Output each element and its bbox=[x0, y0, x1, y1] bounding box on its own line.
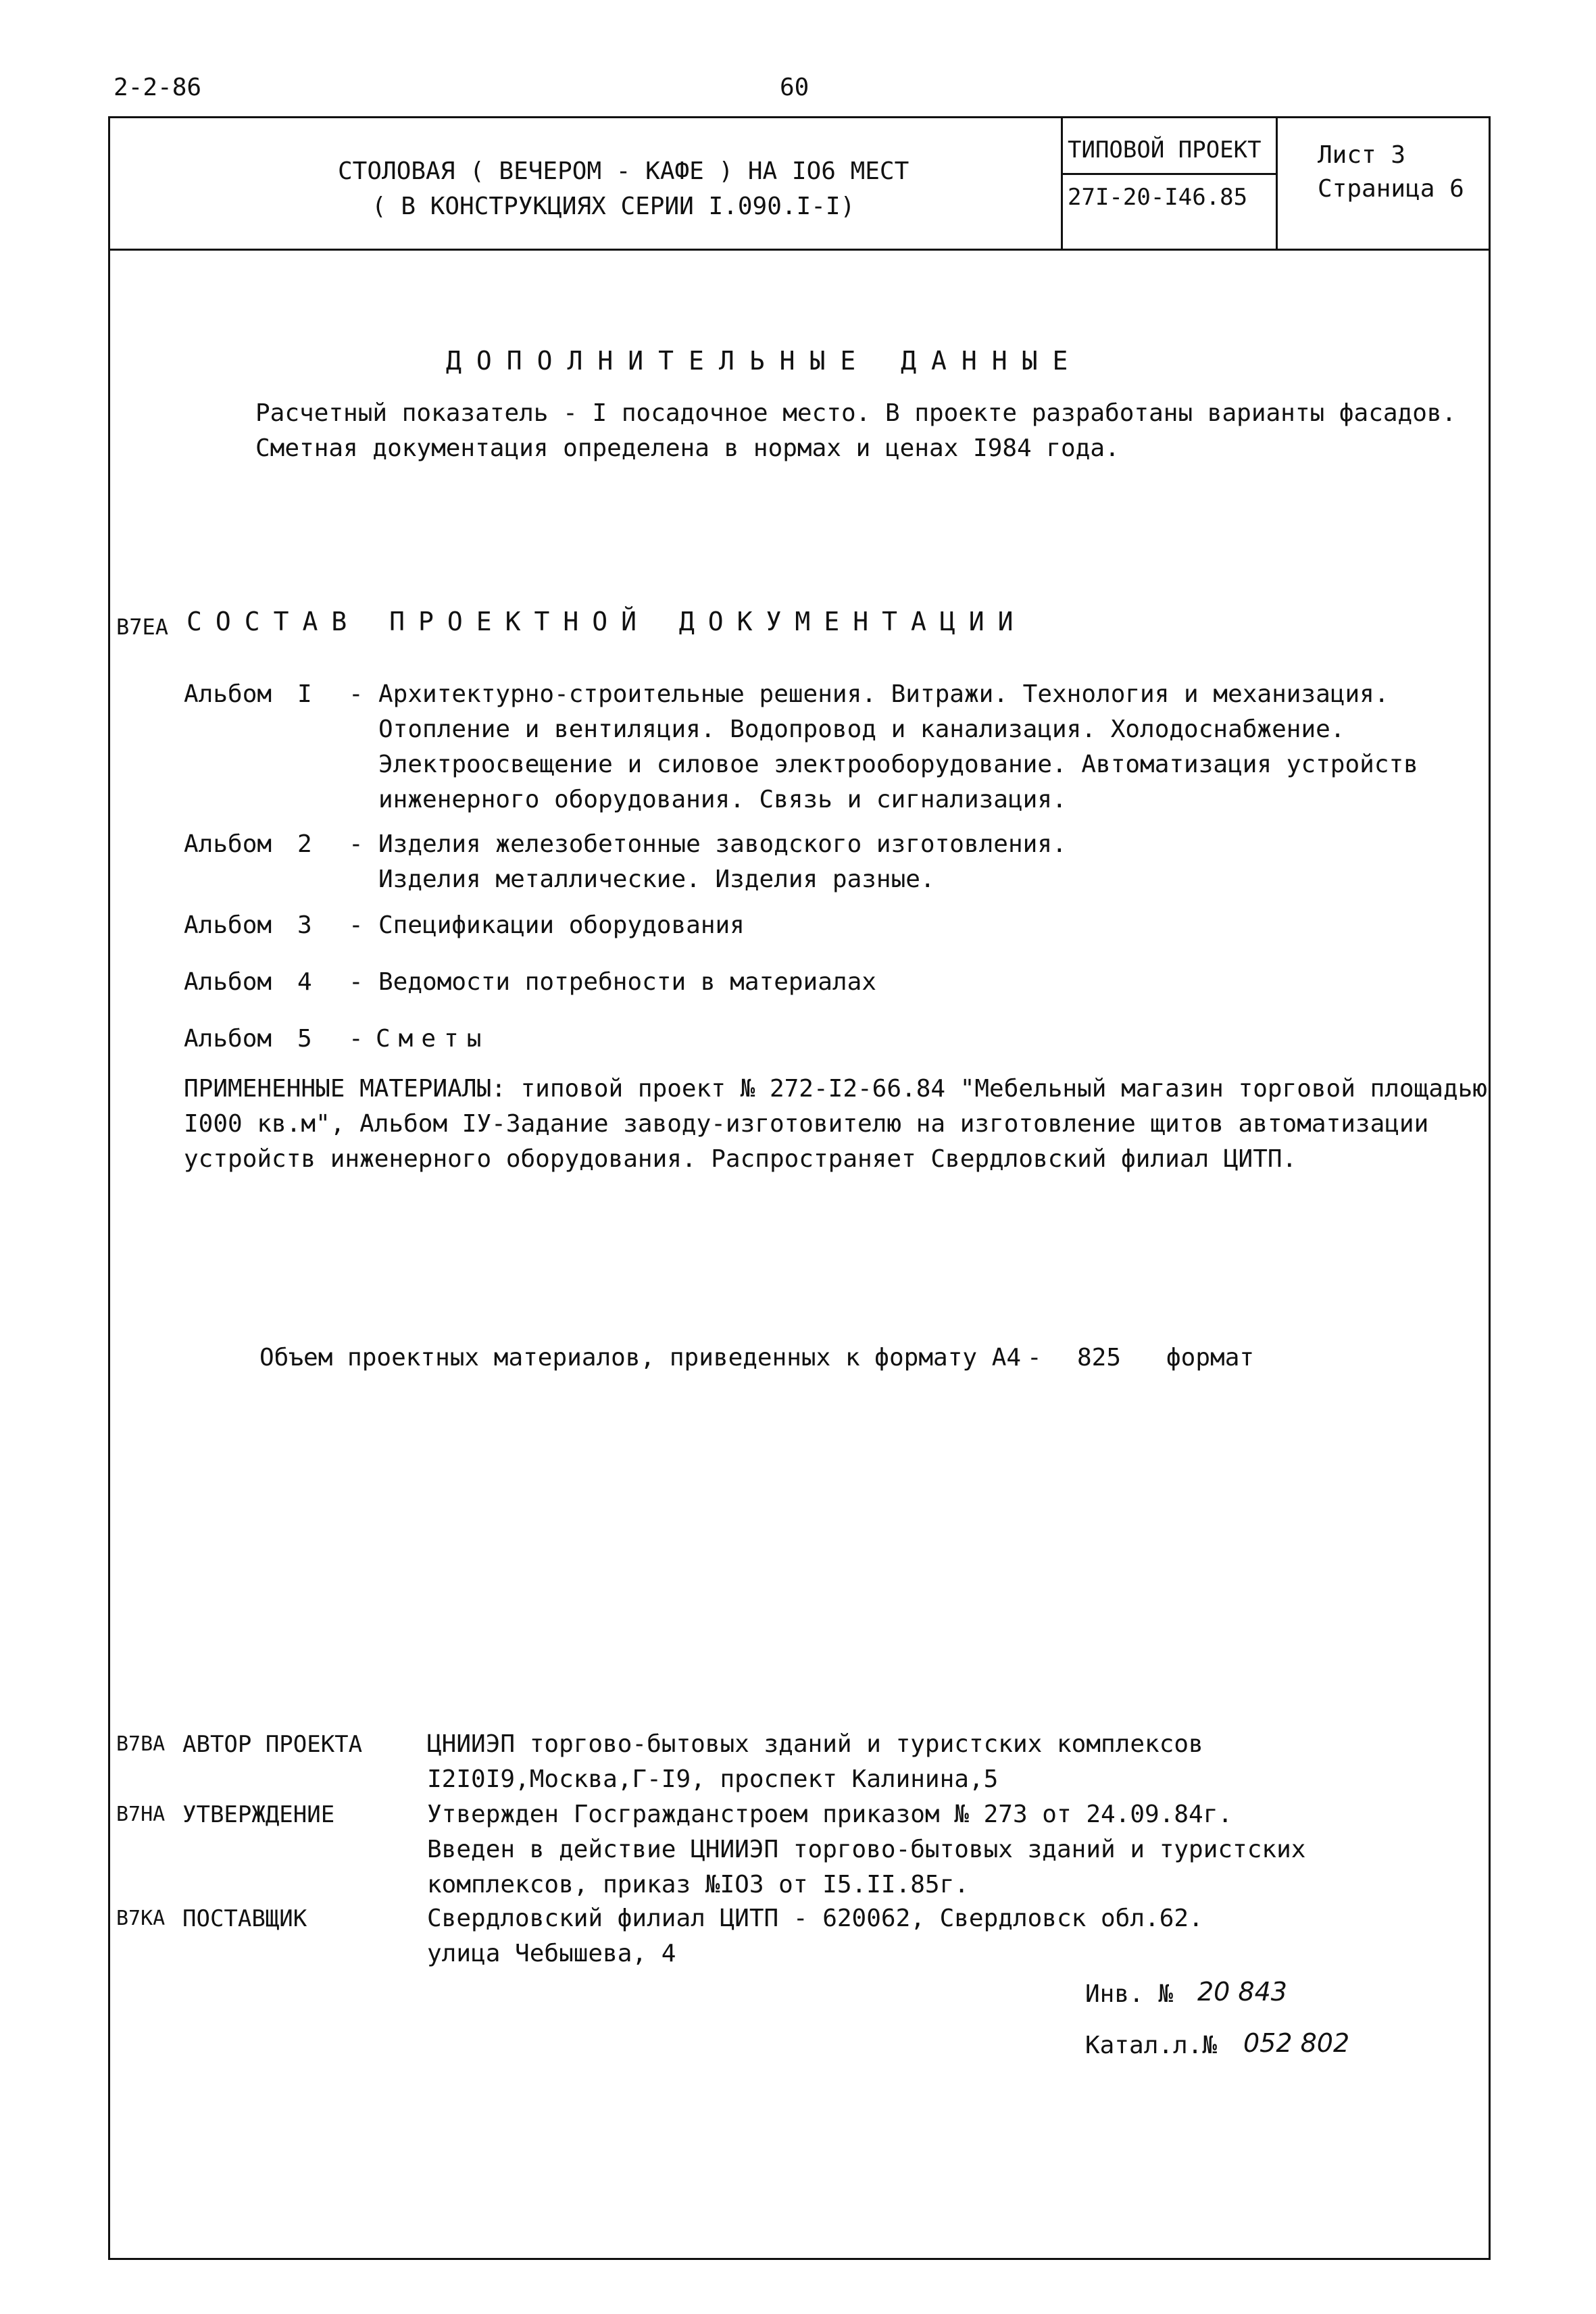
album-dash: - bbox=[349, 968, 364, 996]
date-code: 2-2-86 bbox=[114, 74, 202, 101]
catalog-label: Катал.л.№ bbox=[1085, 2032, 1218, 2059]
applied-materials-line-3: устройств инженерного оборудования. Распространяет Свердловский филиал ЦИТП. bbox=[184, 1145, 1297, 1173]
album-number: I bbox=[297, 680, 312, 708]
project-label: ТИПОВОЙ ПРОЕКТ bbox=[1068, 136, 1262, 164]
author-label: АВТОР ПРОЕКТА bbox=[182, 1731, 363, 1758]
album-number: 3 bbox=[297, 911, 312, 939]
page-reference: Страница 6 bbox=[1318, 175, 1464, 203]
header-col-divider-2 bbox=[1276, 116, 1278, 251]
album-1-line-1: Архитектурно-строительные решения. Витражи. Технология и механизация. bbox=[378, 680, 1389, 708]
supplier-code: В7КА bbox=[116, 1907, 166, 1930]
album-1-line-3: Электроосвещение и силовое электрооборудование. Автоматизация устройств bbox=[378, 751, 1418, 778]
composition-code: В7ЕА bbox=[116, 614, 169, 640]
album-label: Альбом bbox=[184, 830, 272, 858]
inventory-number: 20 843 bbox=[1197, 1977, 1287, 2007]
applied-materials-line-1: ПРИМЕНЕННЫЕ МАТЕРИАЛЫ: типовой проект № 272-I2-66.84 "Мебельный магазин торговой площадью bbox=[184, 1075, 1487, 1103]
supplier-line-1: Свердловский филиал ЦИТП - 620062, Свердловск обл.62. bbox=[427, 1905, 1203, 1932]
sheet-number: Лист 3 bbox=[1318, 141, 1406, 169]
additional-line-1: Расчетный показатель - I посадочное место. В проекте разработаны варианты фасадов. bbox=[255, 399, 1457, 427]
volume-value: 825 bbox=[1077, 1344, 1122, 1372]
album-dash: - bbox=[349, 680, 364, 708]
header-col-divider-1 bbox=[1061, 116, 1063, 251]
approval-line-1: Утвержден Госгражданстроем приказом № 273 от 24.09.84г. bbox=[427, 1801, 1233, 1828]
approval-label: УТВЕРЖДЕНИЕ bbox=[182, 1801, 335, 1828]
author-line-2: I2I0I9,Москва,Г-I9, проспект Калинина,5 bbox=[427, 1765, 999, 1793]
supplier-label: ПОСТАВЩИК bbox=[182, 1905, 307, 1932]
album-dash: - bbox=[349, 1025, 364, 1053]
additional-data-heading: ДОПОЛНИТЕЛЬНЫЕ ДАННЫЕ bbox=[446, 346, 1083, 376]
album-4-line-1: Ведомости потребности в материалах bbox=[378, 968, 876, 996]
album-2-line-2: Изделия металлические. Изделия разные. bbox=[378, 865, 935, 893]
project-number: 27I-20-I46.85 bbox=[1068, 184, 1248, 211]
approval-line-3: комплексов, приказ №IО3 от I5.II.85г. bbox=[427, 1871, 969, 1898]
album-1-line-2: Отопление и вентиляция. Водопровод и канализация. Холодоснабжение. bbox=[378, 715, 1345, 743]
volume-dash: - bbox=[1027, 1344, 1042, 1372]
album-label: Альбом bbox=[184, 968, 272, 996]
applied-materials-line-2: I000 кв.м", Альбом IУ-Задание заводу-изготовителю на изготовление щитов автоматизации bbox=[184, 1110, 1429, 1138]
supplier-line-2: улица Чебышева, 4 bbox=[427, 1940, 676, 1967]
catalog-number: 052 802 bbox=[1243, 2028, 1350, 2058]
album-2-line-1: Изделия железобетонные заводского изготовления. bbox=[378, 830, 1067, 858]
approval-line-2: Введен в действие ЦНИИЭП торгово-бытовых зданий и туристских bbox=[427, 1836, 1306, 1863]
inventory-label: Инв. № bbox=[1085, 1980, 1174, 2008]
album-label: Альбом bbox=[184, 680, 272, 708]
album-number: 2 bbox=[297, 830, 312, 858]
album-5-line-1: Сметы bbox=[376, 1025, 490, 1053]
volume-text: Объем проектных материалов, приведенных к формату А4 bbox=[259, 1344, 1022, 1372]
album-number: 4 bbox=[297, 968, 312, 996]
album-1-line-4: инженерного оборудования. Связь и сигнализация. bbox=[378, 786, 1067, 813]
project-cell-divider bbox=[1061, 173, 1276, 175]
approval-code: В7НА bbox=[116, 1803, 166, 1826]
album-number: 5 bbox=[297, 1025, 312, 1053]
album-3-line-1: Спецификации оборудования bbox=[378, 911, 745, 939]
doc-title-line1: СТОЛОВАЯ ( ВЕЧЕРОМ - КАФЕ ) НА IO6 МЕСТ bbox=[338, 157, 909, 185]
author-line-1: ЦНИИЭП торгово-бытовых зданий и туристских комплексов bbox=[427, 1730, 1203, 1758]
album-dash: - bbox=[349, 911, 364, 939]
doc-title-line2: ( В КОНСТРУКЦИЯХ СЕРИИ I.090.I-I) bbox=[372, 193, 855, 220]
page-number: 60 bbox=[780, 74, 809, 101]
author-code: В7ВА bbox=[116, 1732, 166, 1756]
album-dash: - bbox=[349, 830, 364, 858]
album-label: Альбом bbox=[184, 1025, 272, 1053]
header-divider bbox=[108, 249, 1491, 251]
additional-line-2: Сметная документация определена в нормах и ценах I984 года. bbox=[255, 434, 1120, 462]
album-label: Альбом bbox=[184, 911, 272, 939]
composition-heading: СОСТАВ ПРОЕКТНОЙ ДОКУМЕНТАЦИИ bbox=[186, 607, 1027, 636]
volume-unit: формат bbox=[1166, 1344, 1255, 1372]
